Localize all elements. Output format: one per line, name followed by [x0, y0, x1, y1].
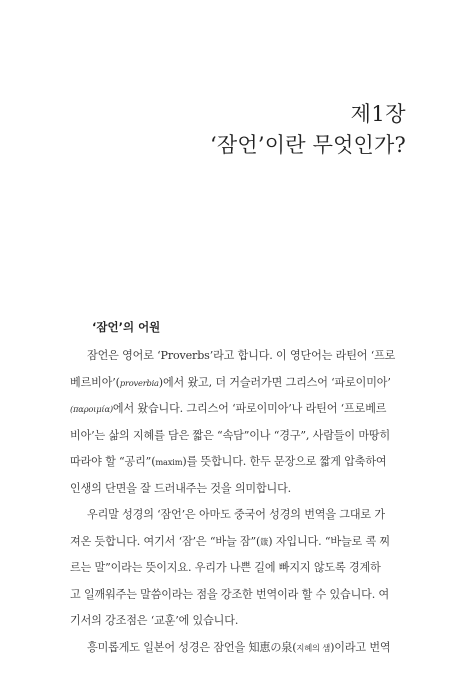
text-line: 따라야 할 “공리”(maxim)를 뜻합니다. 한두 문장으로 짧게 압축하여 [70, 455, 387, 468]
text-line: 고 일깨워주는 말씀이라는 점을 강조한 번역이라 할 수 있습니다. 여 [70, 587, 390, 601]
text-line: 우리말 성경의 ‘잠언’은 아마도 중국어 성경의 번역을 그대로 가 [87, 508, 385, 521]
greek-term: (παροιμία) [70, 404, 113, 414]
text-line: 잠언은 영어로 ‘Proverbs’라고 합니다. 이 영단어는 라틴어 ‘프로 [87, 349, 396, 362]
english-term: maxim [155, 457, 183, 467]
section-heading: ‘잠언’의 어원 [92, 320, 161, 334]
text-line: 져온 듯합니다. 여기서 ‘잠’은 “바늘 잠”(箴) 자입니다. “바늘로 콕 찌 [70, 534, 390, 548]
text-line: 흥미롭게도 일본어 성경은 잠언을 知恵の泉(지혜의 샘)이라고 번역 [87, 640, 391, 654]
chapter-number: 제1장 [350, 102, 406, 126]
text-line: 인생의 단면을 잘 드러내주는 것을 의미합니다. [70, 481, 292, 495]
gloss: 지혜의 샘 [296, 642, 331, 653]
section-etymology [70, 319, 408, 661]
latin-term: proverbia [119, 377, 159, 388]
chapter-title: ‘잠언’이란 무엇인가? [210, 133, 406, 157]
text-line: (παροιμία)에서 왔습니다. 그리스어 ‘파로이미아’나 라틴어 ‘프로베르 [70, 402, 387, 415]
paragraph-3 [70, 635, 408, 662]
text-line: 비아’는 삶의 지혜를 담은 짧은 “속담”이나 “경구”, 사람들이 마땅히 [70, 428, 391, 442]
text-line: 기서의 강조점은 ‘교훈’에 있습니다. [70, 614, 239, 627]
paragraph-2 [70, 502, 408, 635]
paragraph-1 [70, 343, 408, 502]
chapter-header [210, 100, 406, 160]
text-line: 르는 말”이라는 뜻이지요. 우리가 나쁜 길에 빠지지 않도록 경계하 [70, 561, 381, 574]
text-line: 베르비아’(proverbia)에서 왔고, 더 거슬러가면 그리스어 ‘파로이미아’ [70, 375, 391, 389]
hanja-term: 箴 [260, 536, 269, 547]
